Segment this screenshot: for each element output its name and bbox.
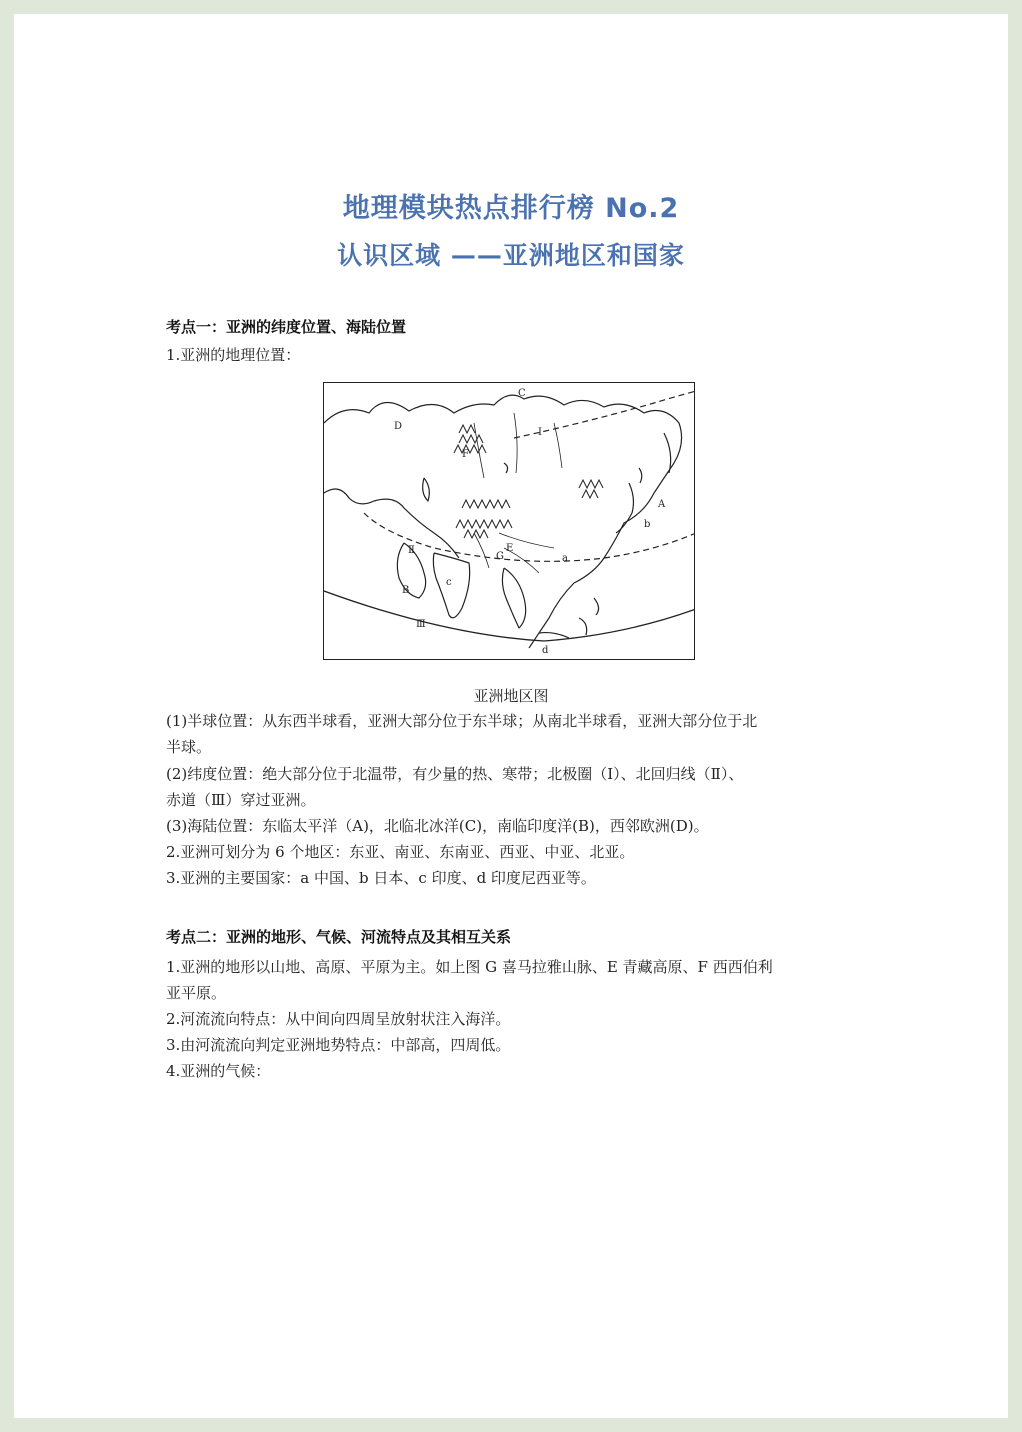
section1-p2a: (2)纬度位置：绝大部分位于北温带，有少量的热、寒带；北极圈（Ⅰ）、北回归线（Ⅱ）、 bbox=[166, 765, 744, 783]
map-label-d-indonesia: d bbox=[542, 645, 549, 656]
section2-item2: 2.河流流向特点：从中间向四周呈放射状注入海洋。 bbox=[166, 1010, 511, 1028]
section1-item2: 2.亚洲可划分为 6 个地区：东亚、南亚、东南亚、西亚、中亚、北亚。 bbox=[166, 843, 635, 861]
map-label-arctic-circle: Ⅰ bbox=[538, 427, 542, 438]
section1-p2b: 赤道（Ⅲ）穿过亚洲。 bbox=[166, 791, 316, 809]
page-title: 地理模块热点排行榜 No.2 bbox=[342, 193, 680, 224]
section1-p1a: (1)半球位置：从东西半球看，亚洲大部分位于东半球；从南北半球看，亚洲大部分位于北 bbox=[166, 712, 758, 730]
map-label-b-japan: b bbox=[644, 519, 651, 530]
section2-item4: 4.亚洲的气候： bbox=[166, 1062, 271, 1080]
section2-item1a: 1.亚洲的地形以山地、高原、平原为主。如上图 G 喜马拉雅山脉、E 青藏高原、F 西西伯利 bbox=[166, 958, 773, 976]
section1-item3: 3.亚洲的主要国家：a 中国、b 日本、c 印度、d 印度尼西亚等。 bbox=[166, 869, 596, 887]
map-label-equator: Ⅲ bbox=[416, 619, 426, 630]
section-heading-1: 考点一：亚洲的纬度位置、海陆位置 bbox=[166, 318, 407, 336]
section1-item1: 1.亚洲的地理位置： bbox=[166, 346, 301, 364]
asia-map-drawing bbox=[324, 383, 695, 660]
section-heading-2: 考点二：亚洲的地形、气候、河流特点及其相互关系 bbox=[166, 928, 512, 946]
map-label-c: C bbox=[518, 388, 526, 399]
map-label-f: F bbox=[462, 449, 469, 460]
map-label-a-china: a bbox=[562, 553, 568, 564]
map-label-a-pacific: A bbox=[658, 499, 666, 510]
section2-item1b: 亚平原。 bbox=[166, 984, 227, 1002]
map-caption: 亚洲地区图 bbox=[473, 687, 549, 705]
map-label-tropic: Ⅱ bbox=[408, 545, 415, 556]
document-page bbox=[14, 14, 1008, 1418]
asia-map-figure bbox=[323, 382, 695, 660]
map-label-c-india: c bbox=[446, 577, 452, 588]
map-label-d: D bbox=[394, 421, 403, 432]
page-subtitle: 认识区域 ——亚洲地区和国家 bbox=[337, 241, 685, 270]
section2-item3: 3.由河流流向判定亚洲地势特点：中部高，四周低。 bbox=[166, 1036, 511, 1054]
section1-p1b: 半球。 bbox=[166, 738, 212, 756]
map-label-b-indian-ocean: B bbox=[402, 585, 410, 596]
section1-p3: (3)海陆位置：东临太平洋（A)，北临北冰洋(C)，南临印度洋(B)，西邻欧洲(D)。 bbox=[166, 817, 709, 835]
map-label-g: G bbox=[496, 551, 504, 562]
map-label-e: E bbox=[506, 543, 514, 554]
